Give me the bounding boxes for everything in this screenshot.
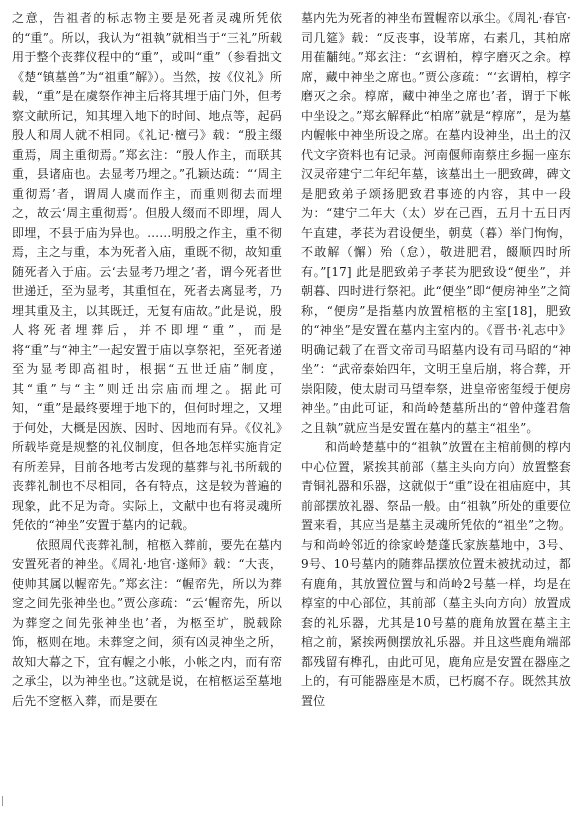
body-paragraph: 之意，告祖者的标志物主要是死者灵魂所凭依的“重”。所以，我认为“祖執”就相当于“三礼”所载用于整个丧葬仪程中的“重”，或叫“重”（参看拙文《楚“镇墓兽”为“祖重”解》）。当然，按《仪礼》所载，“重”是在虞祭作神主后将其埋于庙门外，但考察文献所记，知其埋入地下的时间、地点等，起码殷人和周人就不相同。《礼记·檀弓》载：“殷主缀重焉，周主重彻焉。”郑玄注：“殷人作主，而联其重，县诸庙也。去显考乃埋之。”孔颖达疏：“‘周主重彻焉’者，谓周人虞而作主，而重则彻去而埋之，故云‘周主重彻焉’。但殷人缀而不即埋，周人即埋，不县于庙为异也。……明殷之作主，重不彻焉，主之与重，本为死者入庙，重既不彻，故知重随死者入于庙。云‘去显考乃埋之’者，谓今死者世世递迁，至为显考，其重恒在，死者去离显考，乃埋其重及主，以其既迁，无复有庙故。”此是说，殷人将死者埋葬后，并不即埋“重”，而是将“重”与“神主”一起安置于庙以享祭祀，至死者递至为显考即高祖时，根据“五世迁庙”制度，其“重”与“主”则迁出宗庙而埋之。据此可知，“重”是最终要埋于地下的，但何时埋之，又埋于何处，大概是因族、因时、因地而有异。《仪礼》所载毕竟是规整的礼仪制度，但各地怎样实施肯定有所差异，目前各地考古发现的墓葬与礼书所载的丧葬礼制也不尽相同，各有特点，这是较为普遍的现象，此不足为奇。实际上，文献中也有将灵魂所凭依的“神坐”安置于墓内的记载。 [12,11,282,532]
left-text-column [12,9,282,711]
body-paragraph: 墓内先为死者的神坐布置幄帟以承尘。《周礼·春官·司几筵》载：“反丧事，设苇席，右素几，其柏席用萑黼纯。”郑玄注：“玄谓柏，椁字磨灭之余。椁席，藏中神坐之席也。”贾公彦疏：“‘玄谓柏，椁字磨灭之余。椁席，藏中神坐之席也’者，谓于下帐中坐设之。”郑玄解释此“柏席”就是“椁席”，是为墓内幄帐中神坐所设之席。在墓内设神坐，出土的汉代文字资料也有记录。河南偃师南蔡庄乡掘一座东汉灵帝建宁二年纪年墓，该墓出土一肥致碑，碑文是肥致弟子颂扬肥致君事迹的内容，其中一段为：“建宁二年大（太）岁在己酉，五月十五日丙午直建，孝苌为君设便坐，朝莫（暮）举门恂恂，不敢解（懈）殆（怠），敬进肥君，餟顺四时所有。”[17] 此是肥致弟子孝苌为肥致设“便坐”，并朝暮、四时进行祭祀。此“便坐”即“便房神坐”之简称，“便房”是指墓内放置棺柩的主室[18]，肥致的“神坐”是安置在墓内主室内的。《晋书·礼志中》明确记载了在晋文帝司马昭墓内设有司马昭的“神坐”：“武帝泰始四年，文明王皇后崩，将合葬，开崇阳陵，使太尉司马望奉祭，进皇帝密玺绶于便房神坐。”由此可证，和尚岭楚墓所出的“曾仲蓬君詹之且執”就应当是安置在墓内的墓主“祖坐”。 [301,11,571,435]
page-edge-mark [2,796,6,806]
right-text-column [301,9,571,711]
body-paragraph: 依照周代丧葬礼制，棺柩入葬前，要先在墓内安置死者的神坐。《周礼·地官·遂师》载：“大丧，使帅其属以幄帟先。”郑玄注：“幄帟先，所以为葬窆之间先张神坐也。”贾公彦疏：“云‘幄帟先，所以为葬窆之间先张神坐也’者，为柩至圹，脱载除饰，柩则在地。未葬窆之间，须有凶灵神坐之所，故知大幕之下，宜有幄之小帐，小帐之内，而有帟之承尘，以为神坐也。”这就是说，在棺柩运至墓地后先不窆柩入葬，而是要在 [12,537,282,708]
body-paragraph: 和尚岭楚墓中的“祖執”放置在主棺前侧的椁内中心位置，紧挨其前部（墓主头向方向）放置整套青铜礼器和乐器，这就似于“重”设在祖庙庭中，其前部摆放礼器、祭品一般。由“祖執”所处的重要位置来看，其应当是墓主灵魂所凭依的“祖坐”之物。与和尚岭邻近的徐家岭楚蓬氏家族墓地中，3号、9号、10号墓内的随葬品摆放位置未被扰动过，都有鹿角，其放置位置与和尚岭2号墓一样，均是在椁室的中心部位，其前部（墓主头向方向）放置成套的礼乐器，尤其是10号墓的鹿角放置在墓主主棺之前，紧挨两侧摆放礼乐器。并且这些鹿角端部都残留有榫孔，由此可见，鹿角应是安置在器座之上的，有可能器座是木质，已朽腐不存。既然其放置位 [301,440,571,708]
